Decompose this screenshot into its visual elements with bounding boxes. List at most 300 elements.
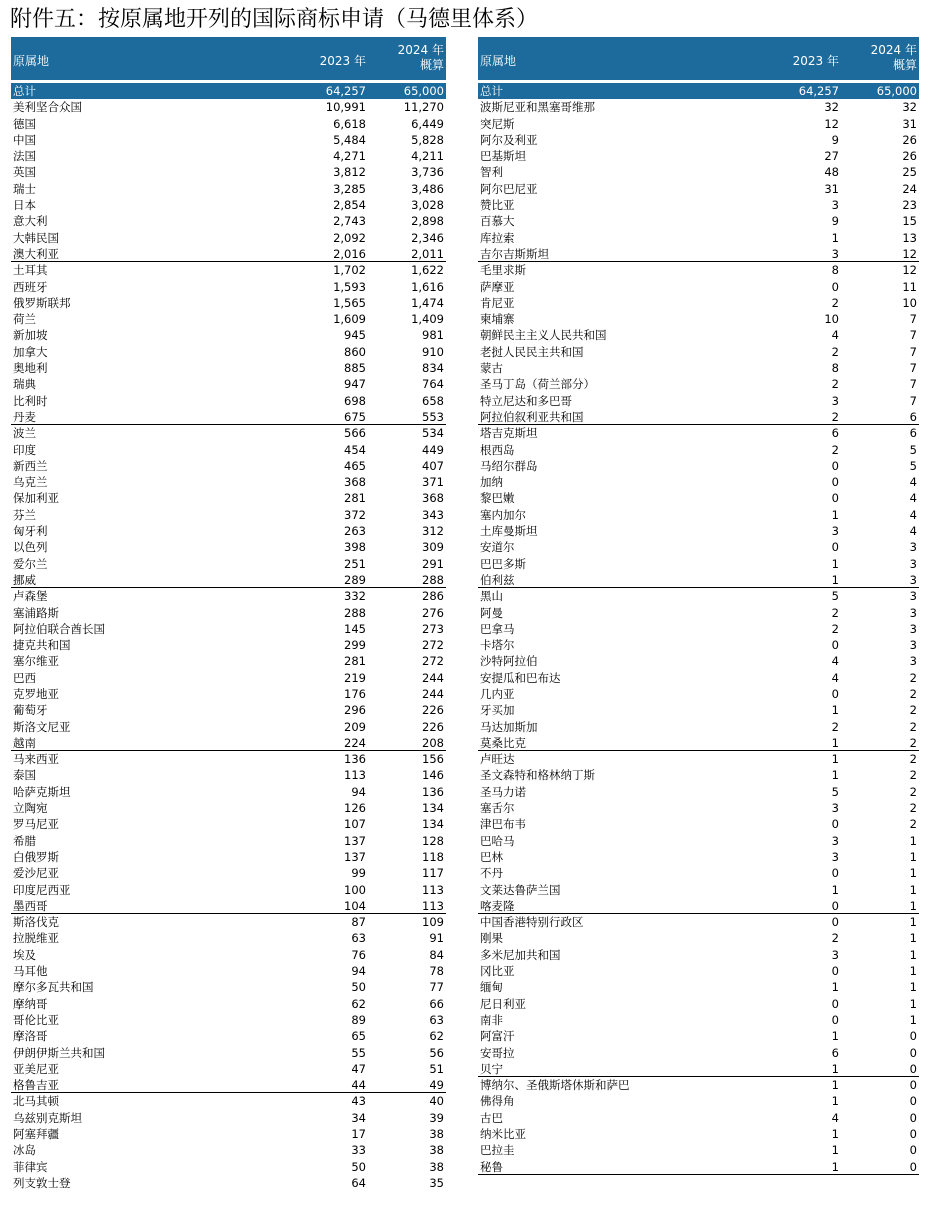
- table-row: [11, 882, 446, 898]
- value-2023: 3: [831, 524, 839, 539]
- table-row: [11, 963, 446, 979]
- value-2023: 2: [831, 931, 839, 946]
- table-row: [478, 653, 919, 669]
- value-2023: 281: [344, 654, 366, 669]
- value-2024: 1: [909, 882, 917, 897]
- table-row: [11, 865, 446, 881]
- table-row: [11, 670, 446, 686]
- value-2023: 2,854: [333, 198, 366, 213]
- origin-name: 多米尼加共和国: [480, 947, 561, 962]
- value-2023: 176: [344, 686, 366, 701]
- value-2023: 62: [351, 996, 366, 1011]
- origin-name: 卢旺达: [480, 752, 515, 767]
- origin-name: 不丹: [480, 866, 503, 881]
- value-2024: 3: [909, 589, 917, 604]
- value-2024: 1: [909, 866, 917, 881]
- value-2023: 1: [831, 230, 839, 245]
- table-row: [11, 295, 446, 311]
- value-2024: 3: [909, 556, 917, 571]
- value-2024: 553: [422, 409, 444, 424]
- origin-name: 刚果: [480, 931, 503, 946]
- origin-name: 摩尔多瓦共和国: [13, 980, 94, 995]
- value-2024: 3: [909, 621, 917, 636]
- origin-name: 博纳尔、圣俄斯塔休斯和萨巴: [480, 1078, 630, 1093]
- origin-name: 乌兹别克斯坦: [13, 1110, 82, 1125]
- table-row: [478, 800, 919, 816]
- origin-name: 波兰: [13, 426, 36, 441]
- table-row: [478, 816, 919, 832]
- table-row: [11, 702, 446, 718]
- value-2023: 281: [344, 491, 366, 506]
- origin-name: 菲律宾: [13, 1159, 48, 1174]
- value-2023: 10,991: [325, 100, 366, 115]
- origin-name: 巴林: [480, 849, 503, 864]
- value-2023: 1: [831, 1029, 839, 1044]
- value-2023: 8: [831, 361, 839, 376]
- value-2024: 312: [422, 524, 444, 539]
- value-2023: 5,484: [333, 132, 366, 147]
- value-2024: 5,828: [411, 132, 444, 147]
- value-2024: 109: [422, 915, 444, 930]
- origin-name: 巴基斯坦: [480, 149, 526, 164]
- value-2024: 51: [429, 1061, 444, 1076]
- origin-name: 黑山: [480, 589, 503, 604]
- value-2023: 1: [831, 768, 839, 783]
- header-2023: 2023 年: [792, 54, 839, 68]
- origin-name: 荷兰: [13, 312, 36, 327]
- value-2023: 50: [351, 1159, 366, 1174]
- value-2023: 1: [831, 572, 839, 587]
- value-2023: 8: [831, 263, 839, 278]
- value-2024: 35: [429, 1175, 444, 1190]
- origin-name: 圣马力诺: [480, 784, 526, 799]
- value-2023: 136: [344, 752, 366, 767]
- table-row: [478, 735, 919, 751]
- table-row: [11, 213, 446, 229]
- value-2024: 56: [429, 1045, 444, 1060]
- value-2023: 332: [344, 589, 366, 604]
- value-2023: 89: [351, 1012, 366, 1027]
- value-2024: 1: [909, 915, 917, 930]
- value-2023: 9: [831, 132, 839, 147]
- table-row: [478, 702, 919, 718]
- table-row: [478, 360, 919, 376]
- value-2023: 1: [831, 735, 839, 750]
- origin-name: 摩洛哥: [13, 1029, 48, 1044]
- table-row: [11, 1028, 446, 1044]
- table-row: [478, 572, 919, 588]
- value-2024: 40: [429, 1094, 444, 1109]
- origin-name: 阿曼: [480, 605, 503, 620]
- origin-name: 俄罗斯联邦: [13, 295, 71, 310]
- origin-name: 哈萨克斯坦: [13, 784, 71, 799]
- origin-name: 冈比亚: [480, 964, 515, 979]
- value-2024: 4,211: [411, 149, 444, 164]
- origin-name: 安道尔: [480, 540, 515, 555]
- table-row: [478, 1093, 919, 1109]
- origin-name: 马耳他: [13, 964, 48, 979]
- value-2023: 34: [351, 1110, 366, 1125]
- table-row: [11, 849, 446, 865]
- origin-name: 古巴: [480, 1110, 503, 1125]
- value-2023: 1: [831, 1159, 839, 1174]
- table-row: [11, 164, 446, 180]
- value-2024: 136: [422, 784, 444, 799]
- table-row: [11, 898, 446, 914]
- origin-name: 印度: [13, 442, 36, 457]
- value-2023: 10: [824, 312, 839, 327]
- value-2024: 156: [422, 752, 444, 767]
- table-row: [478, 116, 919, 132]
- value-2024: 2: [909, 801, 917, 816]
- table-row: [478, 279, 919, 295]
- table-row: [11, 393, 446, 409]
- origin-name: 土耳其: [13, 263, 48, 278]
- value-2024: 272: [422, 654, 444, 669]
- value-2023: 3,812: [333, 165, 366, 180]
- table-row: [478, 230, 919, 246]
- origin-name: 希腊: [13, 833, 36, 848]
- header-2023: 2023 年: [319, 54, 366, 68]
- value-2024: 63: [429, 1012, 444, 1027]
- value-2024: 31: [902, 116, 917, 131]
- origin-name: 萨摩亚: [480, 279, 515, 294]
- table-row: [478, 99, 919, 115]
- header-origin: 原属地: [13, 54, 50, 68]
- value-2023: 55: [351, 1045, 366, 1060]
- value-2023: 137: [344, 833, 366, 848]
- origin-name: 圣文森特和格林纳丁斯: [480, 768, 595, 783]
- value-2024: 0: [909, 1029, 917, 1044]
- value-2023: 251: [344, 556, 366, 571]
- origin-name: 哥伦比亚: [13, 1012, 59, 1027]
- value-2024: 91: [429, 931, 444, 946]
- value-2024: 1: [909, 1012, 917, 1027]
- value-2024: 291: [422, 556, 444, 571]
- origin-name: 卡塔尔: [480, 638, 515, 653]
- value-2023: 4: [831, 1110, 839, 1125]
- origin-name: 新加坡: [13, 328, 48, 343]
- table-row: [478, 947, 919, 963]
- value-2024: 7: [909, 377, 917, 392]
- table-row: [478, 963, 919, 979]
- table-header: [478, 37, 919, 80]
- origin-name: 百慕大: [480, 214, 515, 229]
- table-row: [11, 246, 446, 262]
- table-row: [11, 637, 446, 653]
- value-2023: 224: [344, 735, 366, 750]
- value-2023: 137: [344, 849, 366, 864]
- value-2024: 66: [429, 996, 444, 1011]
- origin-name: 巴拿马: [480, 621, 515, 636]
- value-2024: 6: [909, 409, 917, 424]
- origin-name: 瑞士: [13, 181, 36, 196]
- value-2023: 4: [831, 654, 839, 669]
- table-row: [11, 653, 446, 669]
- value-2024: 12: [902, 246, 917, 261]
- origin-name: 美利坚合众国: [13, 100, 82, 115]
- origin-name: 巴巴多斯: [480, 556, 526, 571]
- table-row: [478, 295, 919, 311]
- value-2023: 94: [351, 964, 366, 979]
- value-2024: 12: [902, 263, 917, 278]
- table-row: [11, 686, 446, 702]
- origin-name: 赞比亚: [480, 198, 515, 213]
- value-2024: 0: [909, 1078, 917, 1093]
- value-2023: 885: [344, 361, 366, 376]
- value-2024: 449: [422, 442, 444, 457]
- table-row: [478, 181, 919, 197]
- table-row: [478, 882, 919, 898]
- value-2023: 6,618: [333, 116, 366, 131]
- value-2024: 3: [909, 572, 917, 587]
- value-2024: 4: [909, 524, 917, 539]
- value-2024: 65,000: [403, 84, 444, 98]
- value-2023: 398: [344, 540, 366, 555]
- value-2024: 1: [909, 849, 917, 864]
- value-2024: 24: [902, 181, 917, 196]
- table-row: [478, 865, 919, 881]
- value-2023: 87: [351, 915, 366, 930]
- table-row: [11, 1012, 446, 1028]
- table-row: [11, 751, 446, 767]
- origin-name: 缅甸: [480, 980, 503, 995]
- value-2023: 299: [344, 638, 366, 653]
- value-2024: 309: [422, 540, 444, 555]
- origin-name: 阿富汗: [480, 1029, 515, 1044]
- table-row: [11, 539, 446, 555]
- table-row: [11, 458, 446, 474]
- value-2023: 3: [831, 246, 839, 261]
- origin-name: 几内亚: [480, 686, 515, 701]
- origin-name: 沙特阿拉伯: [480, 654, 538, 669]
- table-row: [478, 751, 919, 767]
- value-2024: 1: [909, 947, 917, 962]
- value-2024: 764: [422, 377, 444, 392]
- table-row: [11, 132, 446, 148]
- origin-name: 伯利兹: [480, 572, 515, 587]
- value-2023: 6: [831, 426, 839, 441]
- value-2024: 32: [902, 100, 917, 115]
- value-2024: 134: [422, 817, 444, 832]
- origin-name: 日本: [13, 198, 36, 213]
- value-2024: 3: [909, 540, 917, 555]
- value-2023: 2: [831, 295, 839, 310]
- value-2023: 63: [351, 931, 366, 946]
- table-row: [478, 637, 919, 653]
- origin-name: 丹麦: [13, 409, 36, 424]
- value-2024: 371: [422, 475, 444, 490]
- value-2024: 0: [909, 1110, 917, 1125]
- total-row: [478, 83, 919, 99]
- table-row: [11, 1175, 446, 1191]
- origin-name: 意大利: [13, 214, 48, 229]
- value-2023: 65: [351, 1029, 366, 1044]
- origin-name: 巴哈马: [480, 833, 515, 848]
- table-row: [11, 979, 446, 995]
- table-row: [11, 1061, 446, 1077]
- table-row: [478, 588, 919, 604]
- origin-name: 吉尔吉斯斯坦: [480, 246, 549, 261]
- value-2024: 65,000: [876, 84, 917, 98]
- value-2023: 113: [344, 768, 366, 783]
- origin-name: 白俄罗斯: [13, 849, 59, 864]
- origin-name: 新西兰: [13, 458, 48, 473]
- table-row: [478, 556, 919, 572]
- value-2023: 1: [831, 556, 839, 571]
- value-2024: 1: [909, 833, 917, 848]
- value-2024: 1: [909, 980, 917, 995]
- table-row: [478, 767, 919, 783]
- origin-name: 比利时: [13, 393, 48, 408]
- table-row: [478, 148, 919, 164]
- origin-name: 喀麦隆: [480, 898, 515, 913]
- value-2023: 1,593: [333, 279, 366, 294]
- origin-name: 尼日利亚: [480, 996, 526, 1011]
- value-2024: 38: [429, 1127, 444, 1141]
- value-2024: 78: [429, 964, 444, 979]
- origin-name: 突尼斯: [480, 116, 515, 131]
- origin-name: 冰岛: [13, 1143, 36, 1158]
- origin-name: 阿拉伯叙利亚共和国: [480, 409, 584, 424]
- origin-name: 蒙古: [480, 361, 503, 376]
- value-2023: 2: [831, 344, 839, 359]
- origin-name: 罗马尼亚: [13, 817, 59, 832]
- table-row: [11, 1126, 446, 1142]
- value-2024: 2: [909, 752, 917, 767]
- value-2023: 675: [344, 409, 366, 424]
- origin-name: 乌克兰: [13, 475, 48, 490]
- origin-name: 克罗地亚: [13, 686, 59, 701]
- value-2024: 1: [909, 931, 917, 946]
- value-2023: 2: [831, 442, 839, 457]
- value-2024: 11: [902, 279, 917, 294]
- origin-name: 英国: [13, 165, 36, 180]
- table-row: [478, 914, 919, 930]
- origin-name: 文莱达鲁萨兰国: [480, 882, 561, 897]
- table-row: [478, 1142, 919, 1158]
- value-2023: 2: [831, 605, 839, 620]
- value-2023: 50: [351, 980, 366, 995]
- value-2024: 39: [429, 1110, 444, 1125]
- table-row: [11, 914, 446, 930]
- value-2024: 4: [909, 491, 917, 506]
- value-2023: 1: [831, 882, 839, 897]
- value-2023: 100: [344, 882, 366, 897]
- origin-name: 总计: [480, 84, 503, 98]
- value-2023: 0: [831, 964, 839, 979]
- origin-name: 伊朗伊斯兰共和国: [13, 1045, 105, 1060]
- left-table: [11, 37, 446, 1191]
- table-row: [11, 116, 446, 132]
- origin-name: 牙买加: [480, 703, 515, 718]
- origin-name: 根西岛: [480, 442, 515, 457]
- table-row: [478, 164, 919, 180]
- value-2023: 145: [344, 621, 366, 636]
- value-2024: 226: [422, 719, 444, 734]
- table-row: [478, 898, 919, 914]
- table-row: [11, 474, 446, 490]
- value-2024: 77: [429, 980, 444, 995]
- value-2023: 0: [831, 540, 839, 555]
- value-2023: 209: [344, 719, 366, 734]
- value-2023: 0: [831, 475, 839, 490]
- value-2023: 27: [824, 149, 839, 164]
- origin-name: 塔吉克斯坦: [480, 426, 538, 441]
- value-2024: 11,270: [403, 100, 444, 115]
- origin-name: 德国: [13, 116, 36, 131]
- origin-name: 库拉索: [480, 230, 515, 245]
- value-2023: 2: [831, 377, 839, 392]
- origin-name: 格鲁吉亚: [13, 1078, 59, 1093]
- value-2024: 4: [909, 507, 917, 522]
- value-2024: 113: [422, 882, 444, 897]
- table-row: [478, 1077, 919, 1093]
- value-2023: 0: [831, 638, 839, 653]
- value-2023: 104: [344, 898, 366, 913]
- table-row: [478, 507, 919, 523]
- value-2023: 0: [831, 915, 839, 930]
- value-2023: 3: [831, 849, 839, 864]
- value-2023: 44: [351, 1078, 366, 1093]
- table-row: [11, 947, 446, 963]
- origin-name: 墨西哥: [13, 898, 48, 913]
- origin-name: 澳大利亚: [13, 246, 59, 261]
- value-2023: 5: [831, 589, 839, 604]
- value-2023: 33: [351, 1143, 366, 1158]
- table-row: [478, 425, 919, 441]
- table-row: [11, 181, 446, 197]
- value-2024: 1: [909, 996, 917, 1011]
- value-2024: 2,011: [411, 246, 444, 261]
- origin-name: 波斯尼亚和黑塞哥维那: [480, 100, 595, 115]
- origin-name: 匈牙利: [13, 524, 48, 539]
- value-2024: 2: [909, 719, 917, 734]
- origin-name: 阿尔巴尼亚: [480, 181, 538, 196]
- origin-name: 泰国: [13, 768, 36, 783]
- table-row: [478, 1012, 919, 1028]
- value-2023: 2: [831, 621, 839, 636]
- table-row: [11, 605, 446, 621]
- value-2023: 947: [344, 377, 366, 392]
- origin-name: 爱沙尼亚: [13, 866, 59, 881]
- origin-name: 巴拉圭: [480, 1143, 515, 1158]
- table-row: [11, 816, 446, 832]
- value-2024: 7: [909, 312, 917, 327]
- value-2023: 99: [351, 866, 366, 881]
- table-row: [478, 523, 919, 539]
- table-row: [478, 1045, 919, 1061]
- origin-name: 法国: [13, 149, 36, 164]
- origin-name: 土库曼斯坦: [480, 524, 538, 539]
- origin-name: 塞浦路斯: [13, 605, 59, 620]
- table-row: [478, 132, 919, 148]
- value-2024: 10: [902, 295, 917, 310]
- table-row: [478, 458, 919, 474]
- origin-name: 阿塞拜疆: [13, 1127, 59, 1141]
- value-2024: 2: [909, 784, 917, 799]
- value-2024: 26: [902, 149, 917, 164]
- table-row: [11, 409, 446, 425]
- table-row: [11, 442, 446, 458]
- table-row: [478, 833, 919, 849]
- value-2024: 7: [909, 344, 917, 359]
- origin-name: 中国: [13, 132, 36, 147]
- value-2023: 860: [344, 344, 366, 359]
- origin-name: 摩纳哥: [13, 996, 48, 1011]
- value-2023: 0: [831, 279, 839, 294]
- value-2024: 658: [422, 393, 444, 408]
